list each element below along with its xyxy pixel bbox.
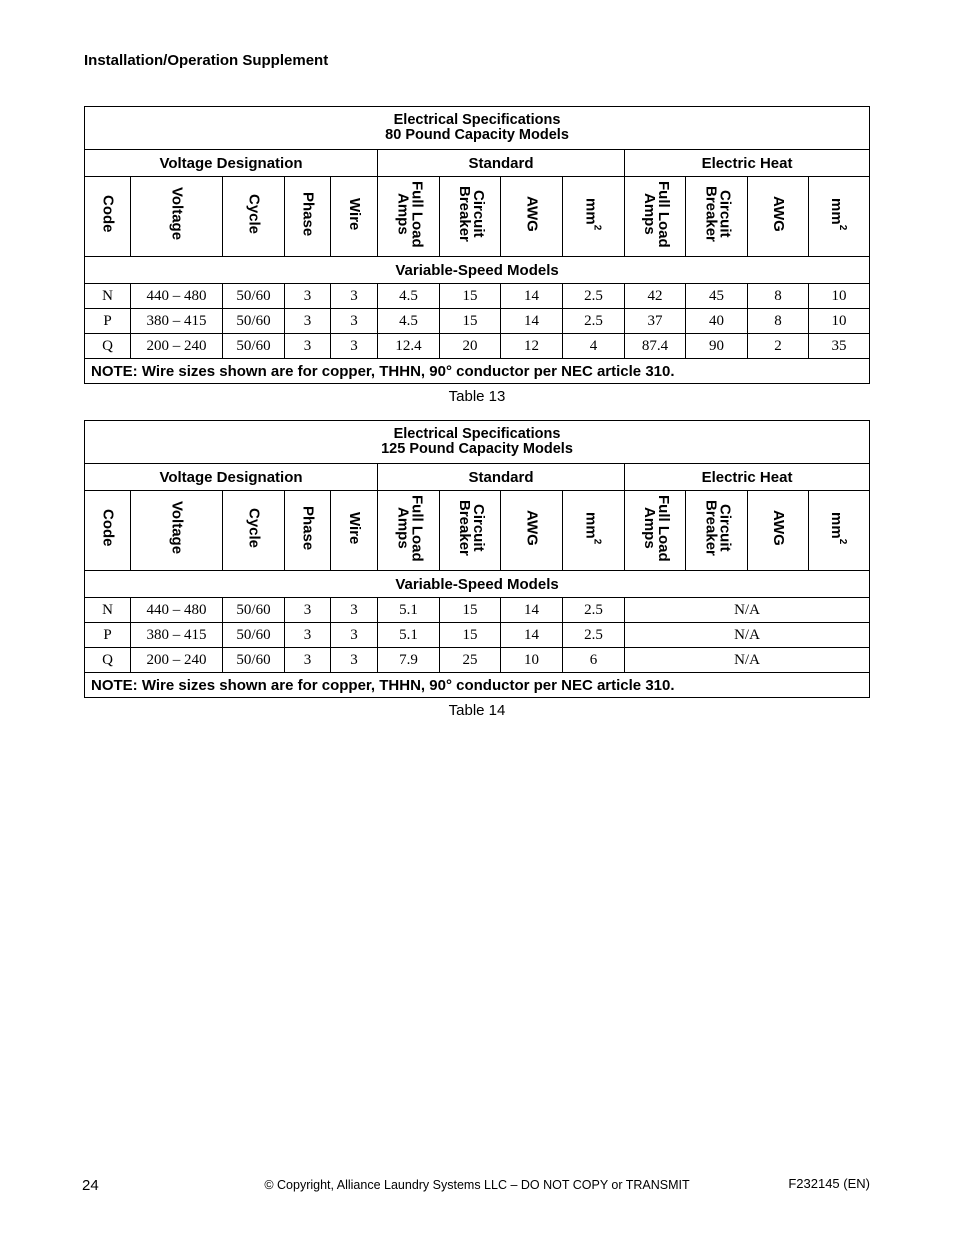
col-header-eh-full-load-amps: Full Load Amps — [625, 177, 686, 257]
col-header-wire: Wire — [331, 491, 378, 571]
cell: 35 — [809, 334, 870, 359]
cell: 50/60 — [223, 648, 285, 673]
cell: 3 — [331, 309, 378, 334]
table-row — [85, 284, 870, 309]
spec-table-80lb — [84, 106, 870, 384]
document-id: F232145 (EN) — [788, 1176, 870, 1191]
cell: 3 — [285, 284, 331, 309]
col-header-eh-full-load-amps: Full Load Amps — [625, 491, 686, 571]
col-header-eh-circuit-breaker: Circuit Breaker — [686, 491, 748, 571]
cell: 200 – 240 — [131, 334, 223, 359]
cell: 7.9 — [378, 648, 440, 673]
col-header-phase: Phase — [285, 491, 331, 571]
col-header-eh-mm2: $mm^2$ — [809, 177, 870, 257]
cell: 90 — [686, 334, 748, 359]
cell: N — [85, 598, 131, 623]
col-header-std-mm2: $mm^2$ — [563, 491, 625, 571]
cell: 50/60 — [223, 623, 285, 648]
cell: 10 — [809, 284, 870, 309]
col-header-eh-awg: AWG — [748, 491, 809, 571]
table-title — [85, 421, 870, 464]
cell: 6 — [563, 648, 625, 673]
cell: 3 — [331, 623, 378, 648]
group-standard: Standard — [378, 150, 625, 177]
cell: 380 – 415 — [131, 309, 223, 334]
cell: 3 — [331, 648, 378, 673]
cell-na: N/A — [625, 648, 870, 673]
cell: Q — [85, 648, 131, 673]
cell: P — [85, 623, 131, 648]
table-title — [85, 107, 870, 150]
section-variable-speed: Variable-Speed Models — [85, 571, 870, 598]
cell: 200 – 240 — [131, 648, 223, 673]
cell: 25 — [440, 648, 501, 673]
cell: Q — [85, 334, 131, 359]
cell: 15 — [440, 623, 501, 648]
cell: 14 — [501, 623, 563, 648]
cell: 15 — [440, 284, 501, 309]
table-row — [85, 648, 870, 673]
col-header-std-awg: AWG — [501, 177, 563, 257]
cell: 380 – 415 — [131, 623, 223, 648]
cell: 440 – 480 — [131, 598, 223, 623]
group-electric-heat: Electric Heat — [625, 464, 870, 491]
cell: N — [85, 284, 131, 309]
col-header-code: Code — [85, 491, 131, 571]
table-title-line1: Electrical Specifications — [393, 112, 561, 128]
cell: 42 — [625, 284, 686, 309]
cell: 3 — [331, 598, 378, 623]
cell: 2.5 — [563, 598, 625, 623]
group-voltage-designation: Voltage Designation — [85, 150, 378, 177]
cell: 12 — [501, 334, 563, 359]
cell: 15 — [440, 598, 501, 623]
col-header-std-circuit-breaker: Circuit Breaker — [440, 177, 501, 257]
cell: 10 — [501, 648, 563, 673]
cell: 3 — [285, 309, 331, 334]
col-header-eh-awg: AWG — [748, 177, 809, 257]
table-caption: Table 14 — [448, 702, 506, 719]
cell: 4 — [563, 334, 625, 359]
cell: 40 — [686, 309, 748, 334]
cell: P — [85, 309, 131, 334]
cell: 14 — [501, 598, 563, 623]
cell-na: N/A — [625, 623, 870, 648]
table-row — [85, 623, 870, 648]
table-row — [85, 598, 870, 623]
group-voltage-designation: Voltage Designation — [85, 464, 378, 491]
cell: 2.5 — [563, 309, 625, 334]
spec-table-125lb — [84, 420, 870, 698]
cell: 14 — [501, 284, 563, 309]
cell: 3 — [285, 648, 331, 673]
col-header-eh-mm2: $mm^2$ — [809, 491, 870, 571]
cell: 3 — [285, 623, 331, 648]
col-header-std-mm2: $mm^2$ — [563, 177, 625, 257]
table-title-line2: 80 Pound Capacity Models — [385, 127, 569, 143]
col-header-std-full-load-amps: Full Load Amps — [378, 177, 440, 257]
col-header-eh-circuit-breaker: Circuit Breaker — [686, 177, 748, 257]
table-note: NOTE: Wire sizes shown are for copper, THHN, 90° conductor per NEC article 310. — [85, 673, 870, 698]
cell: 4.5 — [378, 284, 440, 309]
cell: 50/60 — [223, 334, 285, 359]
cell: 45 — [686, 284, 748, 309]
cell: 3 — [285, 334, 331, 359]
cell: 50/60 — [223, 598, 285, 623]
cell: 12.4 — [378, 334, 440, 359]
group-electric-heat: Electric Heat — [625, 150, 870, 177]
cell: 15 — [440, 309, 501, 334]
cell: 4.5 — [378, 309, 440, 334]
cell: 3 — [331, 334, 378, 359]
col-header-voltage: Voltage — [131, 177, 223, 257]
cell-na: N/A — [625, 598, 870, 623]
cell: 3 — [331, 284, 378, 309]
col-header-cycle: Cycle — [223, 491, 285, 571]
cell: 20 — [440, 334, 501, 359]
copyright-notice: © Copyright, Alliance Laundry Systems LLC – DO NOT COPY or TRANSMIT — [264, 1178, 690, 1192]
cell: 3 — [285, 598, 331, 623]
table-row — [85, 309, 870, 334]
group-standard: Standard — [378, 464, 625, 491]
col-header-wire: Wire — [331, 177, 378, 257]
cell: 2.5 — [563, 284, 625, 309]
table-title-line2: 125 Pound Capacity Models — [381, 441, 573, 457]
col-header-phase: Phase — [285, 177, 331, 257]
table-note: NOTE: Wire sizes shown are for copper, THHN, 90° conductor per NEC article 310. — [85, 359, 870, 384]
cell: 5.1 — [378, 598, 440, 623]
cell: 440 – 480 — [131, 284, 223, 309]
table-title-line1: Electrical Specifications — [393, 426, 561, 442]
cell: 50/60 — [223, 284, 285, 309]
cell: 2 — [748, 334, 809, 359]
col-header-cycle: Cycle — [223, 177, 285, 257]
col-header-code: Code — [85, 177, 131, 257]
col-header-std-awg: AWG — [501, 491, 563, 571]
section-variable-speed: Variable-Speed Models — [85, 257, 870, 284]
cell: 37 — [625, 309, 686, 334]
cell: 8 — [748, 284, 809, 309]
col-header-std-circuit-breaker: Circuit Breaker — [440, 491, 501, 571]
cell: 8 — [748, 309, 809, 334]
table-row — [85, 334, 870, 359]
cell: 87.4 — [625, 334, 686, 359]
page-header: Installation/Operation Supplement — [84, 52, 329, 69]
table-caption: Table 13 — [448, 388, 506, 405]
cell: 50/60 — [223, 309, 285, 334]
col-header-voltage: Voltage — [131, 491, 223, 571]
cell: 14 — [501, 309, 563, 334]
cell: 10 — [809, 309, 870, 334]
cell: 2.5 — [563, 623, 625, 648]
col-header-std-full-load-amps: Full Load Amps — [378, 491, 440, 571]
cell: 5.1 — [378, 623, 440, 648]
page-number: 24 — [82, 1177, 99, 1194]
